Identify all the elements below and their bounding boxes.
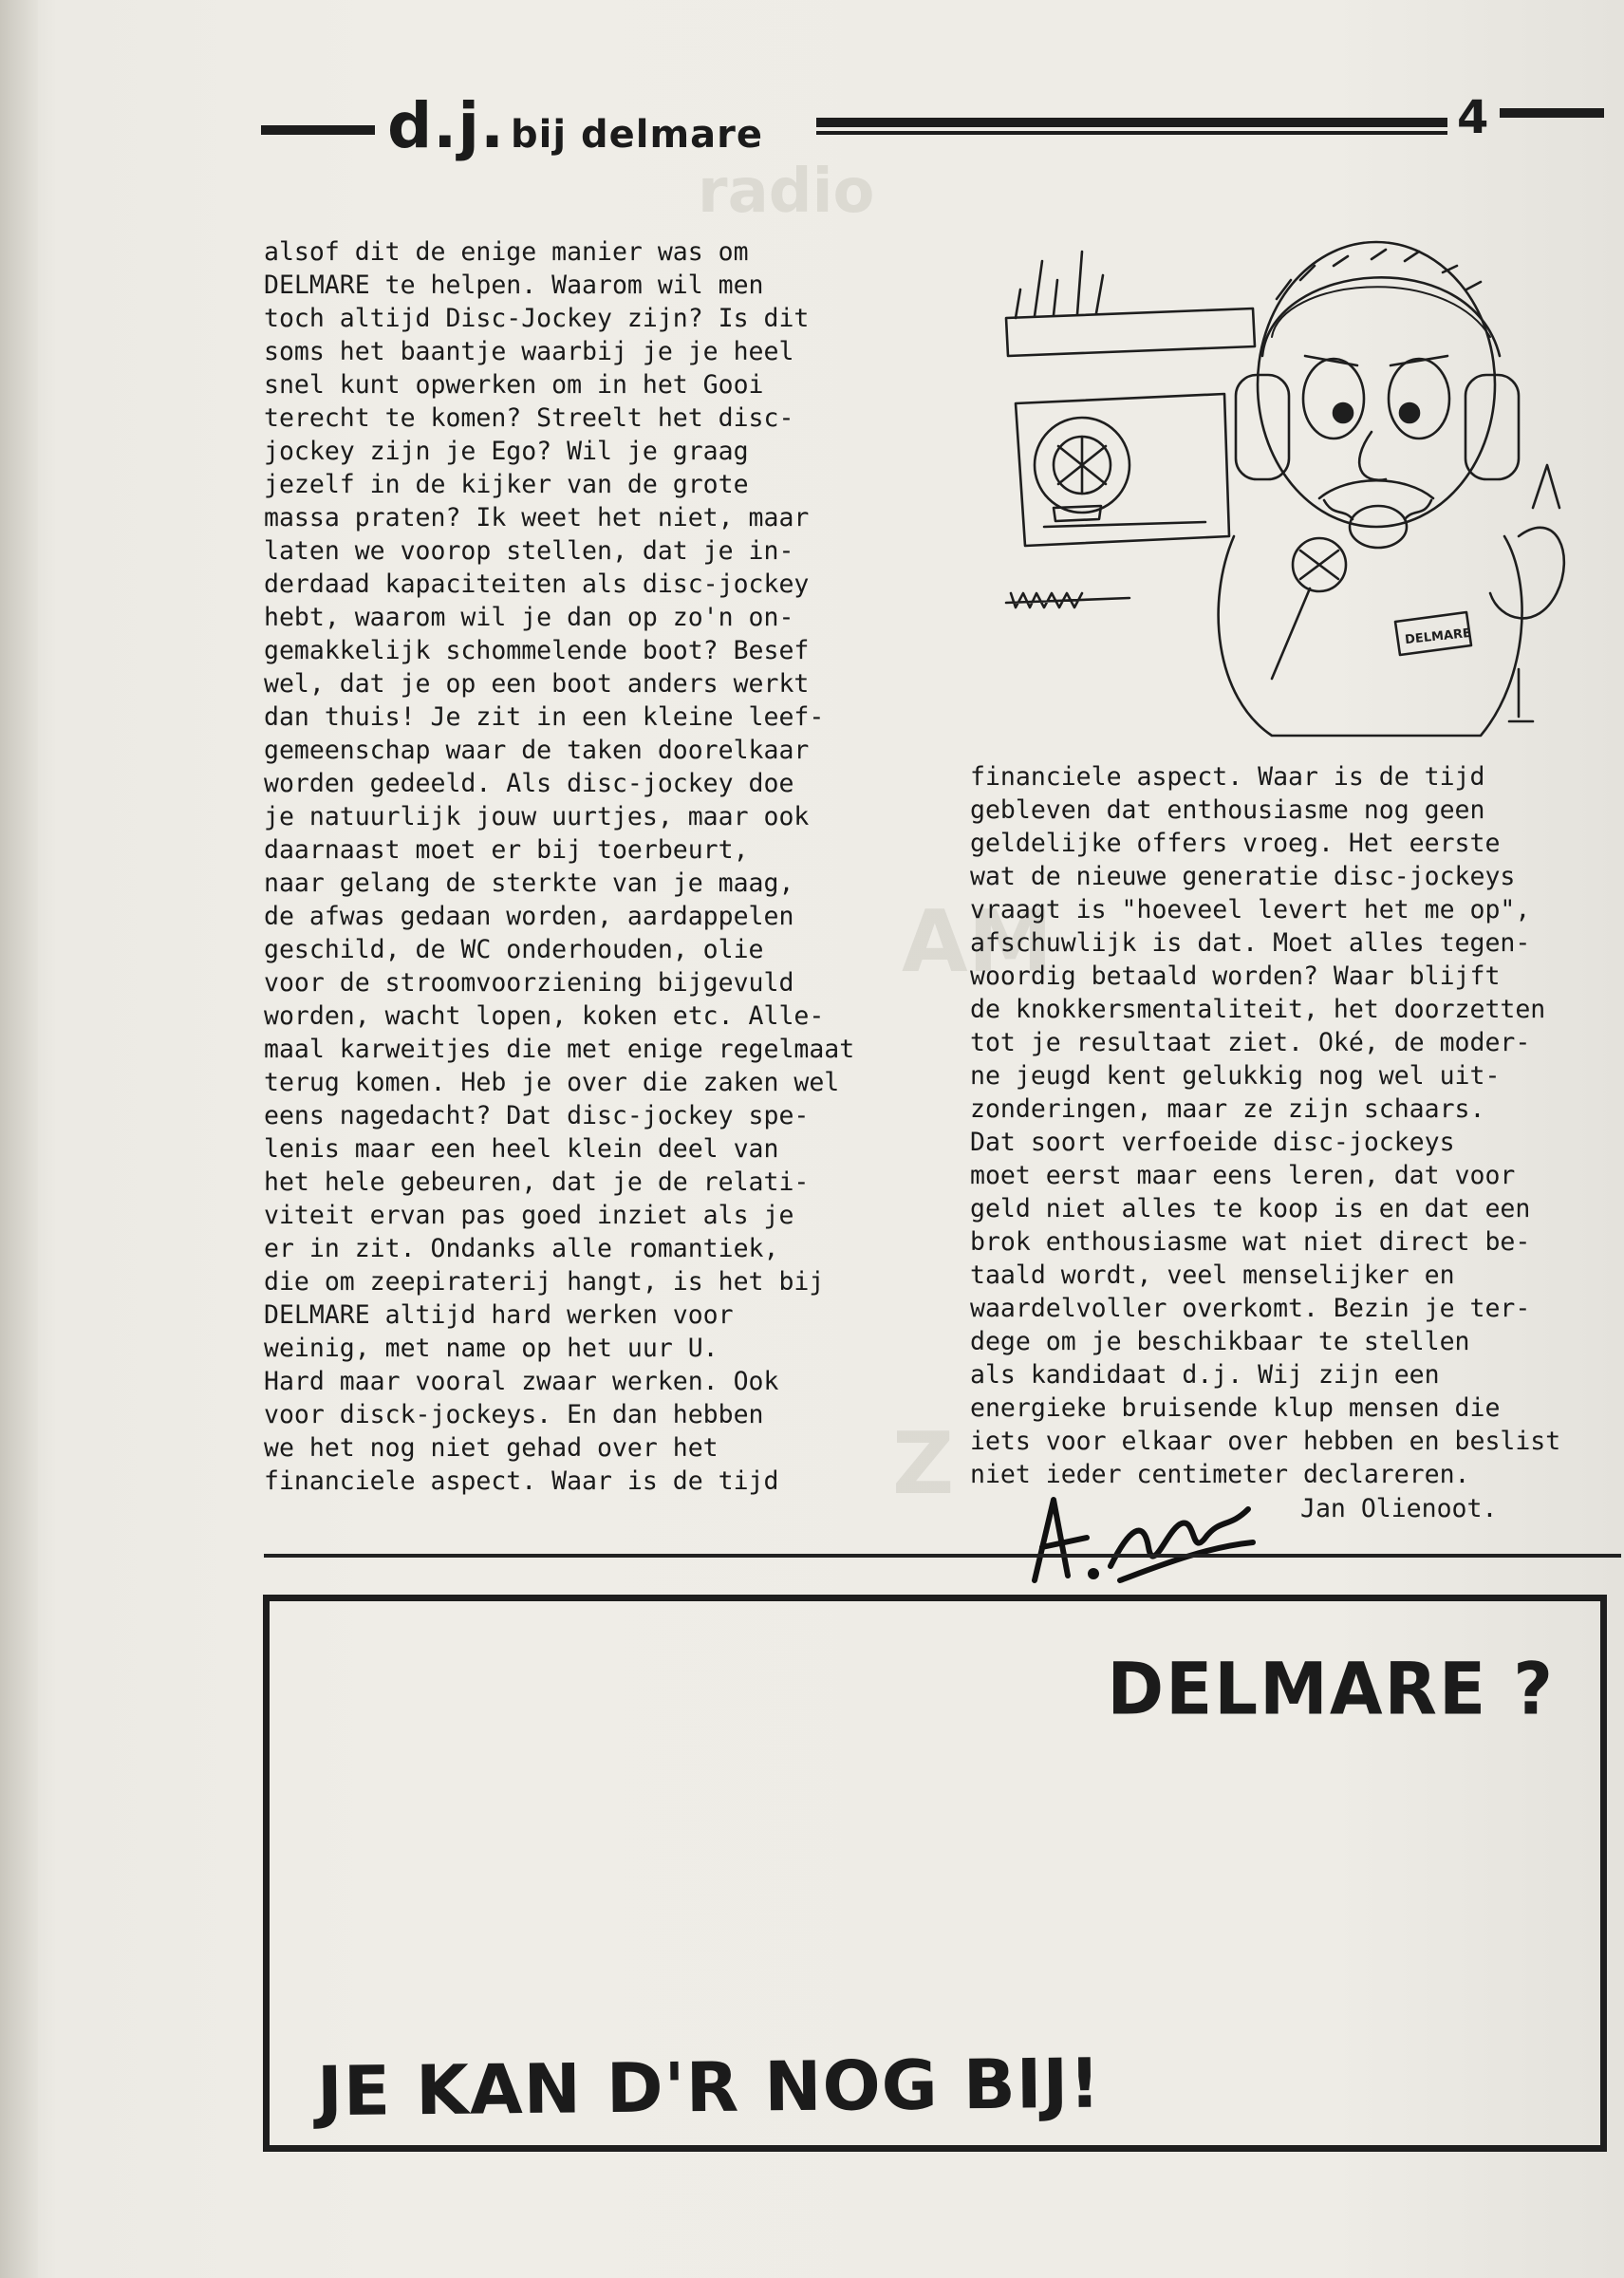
bleed-through-mark: Z	[892, 1414, 955, 1514]
text-line: de afwas gedaan worden, aardappelen	[264, 902, 794, 931]
dj-cartoon-illustration	[987, 223, 1585, 755]
text-line: derdaad kapaciteiten als disc-jockey	[264, 570, 810, 599]
text-line: weinig, met name op het uur U.	[264, 1334, 719, 1363]
text-line: iets voor elkaar over hebben en beslist	[970, 1427, 1561, 1456]
text-line: jockey zijn je Ego? Wil je graag	[264, 437, 749, 466]
text-line: waardelvoller overkomt. Bezin je ter-	[970, 1294, 1531, 1323]
text-line: jezelf in de kijker van de grote	[264, 470, 749, 499]
author-name: Jan Olienoot.	[1300, 1494, 1498, 1523]
text-line: geldelijke offers vroeg. Het eerste	[970, 829, 1501, 858]
text-line: financiele aspect. Waar is de tijd	[970, 762, 1485, 792]
text-line: Dat soort verfoeide disc-jockeys	[970, 1128, 1455, 1157]
recruitment-ad-box	[263, 1595, 1607, 2152]
header-rule-right-2	[816, 131, 1447, 135]
text-line: afschuwlijk is dat. Moet alles tegen-	[970, 928, 1531, 958]
text-line: zonderingen, maar ze zijn schaars.	[970, 1094, 1485, 1124]
text-line: taald wordt, veel menselijker en	[970, 1260, 1455, 1290]
header-rule-left	[261, 125, 375, 135]
text-line: terug komen. Heb je over die zaken wel	[264, 1068, 840, 1097]
bleed-through-heading: radio	[698, 157, 875, 227]
text-line: toch altijd Disc-Jockey zijn? Is dit	[264, 304, 810, 333]
page-number: 4	[1457, 91, 1489, 144]
text-line: voor disck-jockeys. En dan hebben	[264, 1400, 764, 1429]
handwritten-signature	[1016, 1490, 1262, 1590]
text-line: er in zit. Ondanks alle romantiek,	[264, 1234, 779, 1263]
text-line: maal karweitjes die met enige regelmaat	[264, 1035, 855, 1064]
text-line: ne jeugd kent gelukkig nog wel uit-	[970, 1061, 1501, 1091]
text-line: financiele aspect. Waar is de tijd	[264, 1466, 779, 1496]
text-line: wat de nieuwe generatie disc-jockeys	[970, 862, 1516, 891]
text-line: gemakkelijk schommelende boot? Besef	[264, 636, 810, 665]
page-header	[261, 89, 1604, 162]
text-line: hebt, waarom wil je dan op zo'n on-	[264, 603, 794, 632]
text-line: DELMARE altijd hard werken voor	[264, 1300, 734, 1330]
publication-title	[387, 89, 763, 162]
text-line: laten we voorop stellen, dat je in-	[264, 536, 794, 566]
article-column-left	[264, 235, 854, 1498]
text-line: de knokkersmentaliteit, het doorzetten	[970, 995, 1546, 1024]
text-line: vraagt is "hoeveel levert het me op",	[970, 895, 1531, 924]
text-line: geschild, de WC onderhouden, olie	[264, 935, 764, 964]
text-line: terecht te komen? Streelt het disc-	[264, 403, 794, 433]
text-line: brok enthousiasme wat niet direct be-	[970, 1227, 1531, 1257]
cartoon-cap-text: DELMARE	[1404, 626, 1472, 648]
text-line: moet eerst maar eens leren, dat voor	[970, 1161, 1516, 1190]
ad-question: DELMARE ?	[1107, 1646, 1555, 1731]
text-line: woordig betaald worden? Waar blijft	[970, 962, 1501, 991]
text-line: als kandidaat d.j. Wij zijn een	[970, 1360, 1440, 1390]
text-line: massa praten? Ik weet het niet, maar	[264, 503, 810, 532]
binding-shadow	[0, 0, 38, 2278]
text-line: we het nog niet gehad over het	[264, 1433, 719, 1463]
ad-slogan: JE KAN D'R NOG BIJ!	[316, 2043, 1102, 2132]
text-line: energieke bruisende klup mensen die	[970, 1393, 1501, 1423]
header-rule-right	[816, 118, 1447, 127]
brand-rest: bij delmare	[511, 113, 763, 157]
text-line: dan thuis! Je zit in een kleine leef-	[264, 702, 825, 732]
text-line: naar gelang de sterkte van je maag,	[264, 868, 794, 898]
text-line: gemeenschap waar de taken doorelkaar	[264, 736, 810, 765]
text-line: worden gedeeld. Als disc-jockey doe	[264, 769, 794, 798]
brand-dj: d.j.	[387, 89, 506, 162]
text-line: dege om je beschikbaar te stellen	[970, 1327, 1470, 1356]
bleed-through-mark: AM	[902, 892, 1054, 992]
text-line: lenis maar een heel klein deel van	[264, 1134, 779, 1164]
text-line: soms het baantje waarbij je je heel	[264, 337, 794, 366]
text-line: je natuurlijk jouw uurtjes, maar ook	[264, 802, 810, 831]
text-line: het hele gebeuren, dat je de relati-	[264, 1167, 810, 1197]
text-line: wel, dat je op een boot anders werkt	[264, 669, 810, 699]
text-line: voor de stroomvoorziening bijgevuld	[264, 968, 794, 998]
text-line: Hard maar vooral zwaar werken. Ook	[264, 1367, 779, 1396]
text-line: geld niet alles te koop is en dat een	[970, 1194, 1531, 1223]
text-line: worden, wacht lopen, koken etc. Alle-	[264, 1001, 825, 1031]
text-line: viteit ervan pas goed inziet als je	[264, 1201, 794, 1230]
text-line: tot je resultaat ziet. Oké, de moder-	[970, 1028, 1531, 1057]
text-line: gebleven dat enthousiasme nog geen	[970, 795, 1485, 825]
header-rule-end	[1500, 108, 1604, 118]
text-line: alsof dit de enige manier was om	[264, 237, 749, 267]
article-column-right	[970, 760, 1560, 1491]
text-line: die om zeepiraterij hangt, is het bij	[264, 1267, 825, 1297]
text-line: snel kunt opwerken om in het Gooi	[264, 370, 764, 400]
section-divider	[264, 1554, 1621, 1558]
text-line: niet ieder centimeter declareren.	[970, 1460, 1470, 1489]
text-line: DELMARE te helpen. Waarom wil men	[264, 271, 764, 300]
text-line: daarnaast moet er bij toerbeurt,	[264, 835, 749, 865]
text-line: eens nagedacht? Dat disc-jockey spe-	[264, 1101, 810, 1130]
